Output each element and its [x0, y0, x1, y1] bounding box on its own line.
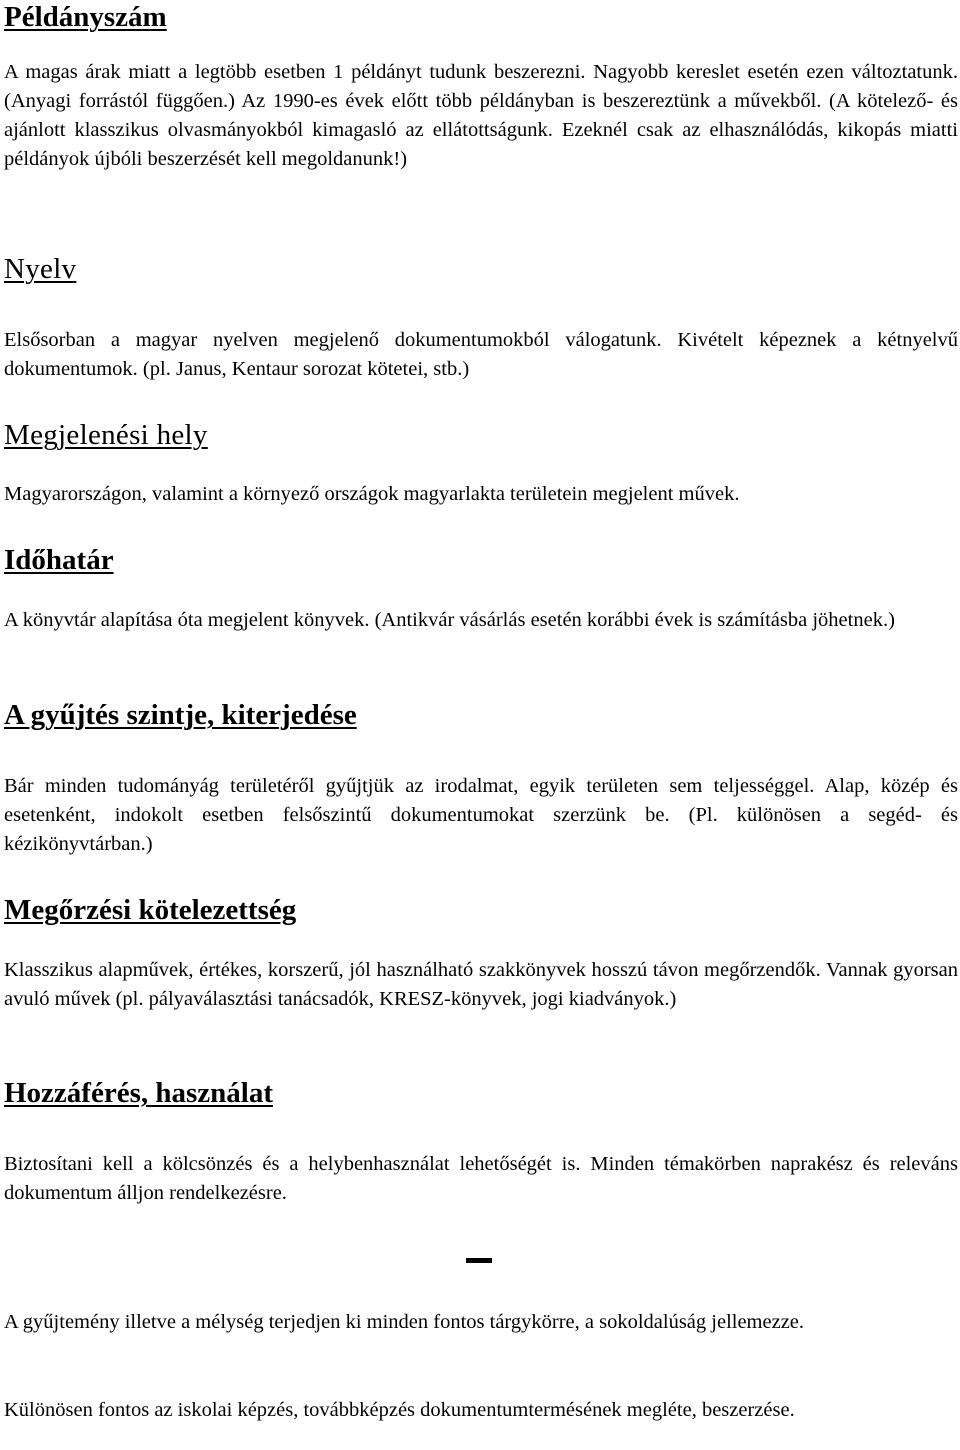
paragraph-closing-2: Különösen fontos az iskolai képzés, továbbképzés dokumentumtermésének megléte, beszerzése. — [4, 1399, 795, 1421]
heading-hozzaferes-hasznalat: Hozzáférés, használat — [4, 1077, 273, 1109]
heading-gyujtes-szintje: A gyűjtés szintje, kiterjedése — [4, 699, 357, 731]
paragraph-idohatar: A könyvtár alapítása óta megjelent könyvek. (Antikvár vásárlás esetén korábbi évek is számításba jöhetnek.) — [4, 609, 895, 631]
paragraph-hozzaferes-hasznalat: Biztosítani kell a kölcsönzés és a helybenhasználat lehetőségét is. Minden témakörben naprakész és releváns dokumentum álljon rendelkezésre. — [4, 1153, 958, 1204]
paragraph-closing-1: A gyűjtemény illetve a mélység terjedjen ki minden fontos tárgykörre, a sokoldalúság jellemezze. — [4, 1311, 805, 1333]
section-divider-dash — [466, 1258, 492, 1263]
heading-nyelv: Nyelv — [4, 253, 77, 285]
paragraph-peldanyszam: A magas árak miatt a legtöbb esetben 1 példányt tudunk beszerezni. Nagyobb kereslet esetén ezen változtatunk. (Anyagi forrástól függően.) Az 1990-es évek előtt több példányban is beszereztünk a művekből. (A kötelező- és ajánlott klasszikus olvasmányokból kimagasló az ellátottságunk. Ezeknél csak az elhasználódás, kikopás miatti példányok újbóli beszerzését kell megoldanunk!) — [4, 61, 958, 170]
paragraph-nyelv: Elsősorban a magyar nyelven megjelenő dokumentumokból válogatunk. Kivételt képeznek a kétnyelvű dokumentumok. (pl. Janus, Kentaur sorozat kötetei, stb.) — [4, 329, 958, 380]
paragraph-gyujtes-szintje: Bár minden tudományág területéről gyűjtjük az irodalmat, egyik területen sem teljességgel. Alap, közép és esetenként, indokolt esetben felsőszintű dokumentumokat szerzünk be. (Pl. különösen a segéd- és kézikönyvtárban.) — [4, 775, 958, 855]
heading-megjelenesi-hely: Megjelenési hely — [4, 419, 208, 451]
paragraph-megorzesi-kotelezettseg: Klasszikus alapművek, értékes, korszerű, jól használható szakkönyvek hosszú távon megőrzendők. Vannak gyorsan avuló művek (pl. pályaválasztási tanácsadók, KRESZ-könyvek, jogi kiadványok.) — [4, 959, 958, 1010]
paragraph-megjelenesi-hely: Magyarországon, valamint a környező országok magyarlakta területein megjelent művek. — [4, 483, 740, 505]
heading-megorzesi-kotelezettseg: Megőrzési kötelezettség — [4, 894, 297, 926]
heading-idohatar: Időhatár — [4, 544, 114, 576]
heading-peldanyszam: Példányszám — [4, 1, 167, 33]
